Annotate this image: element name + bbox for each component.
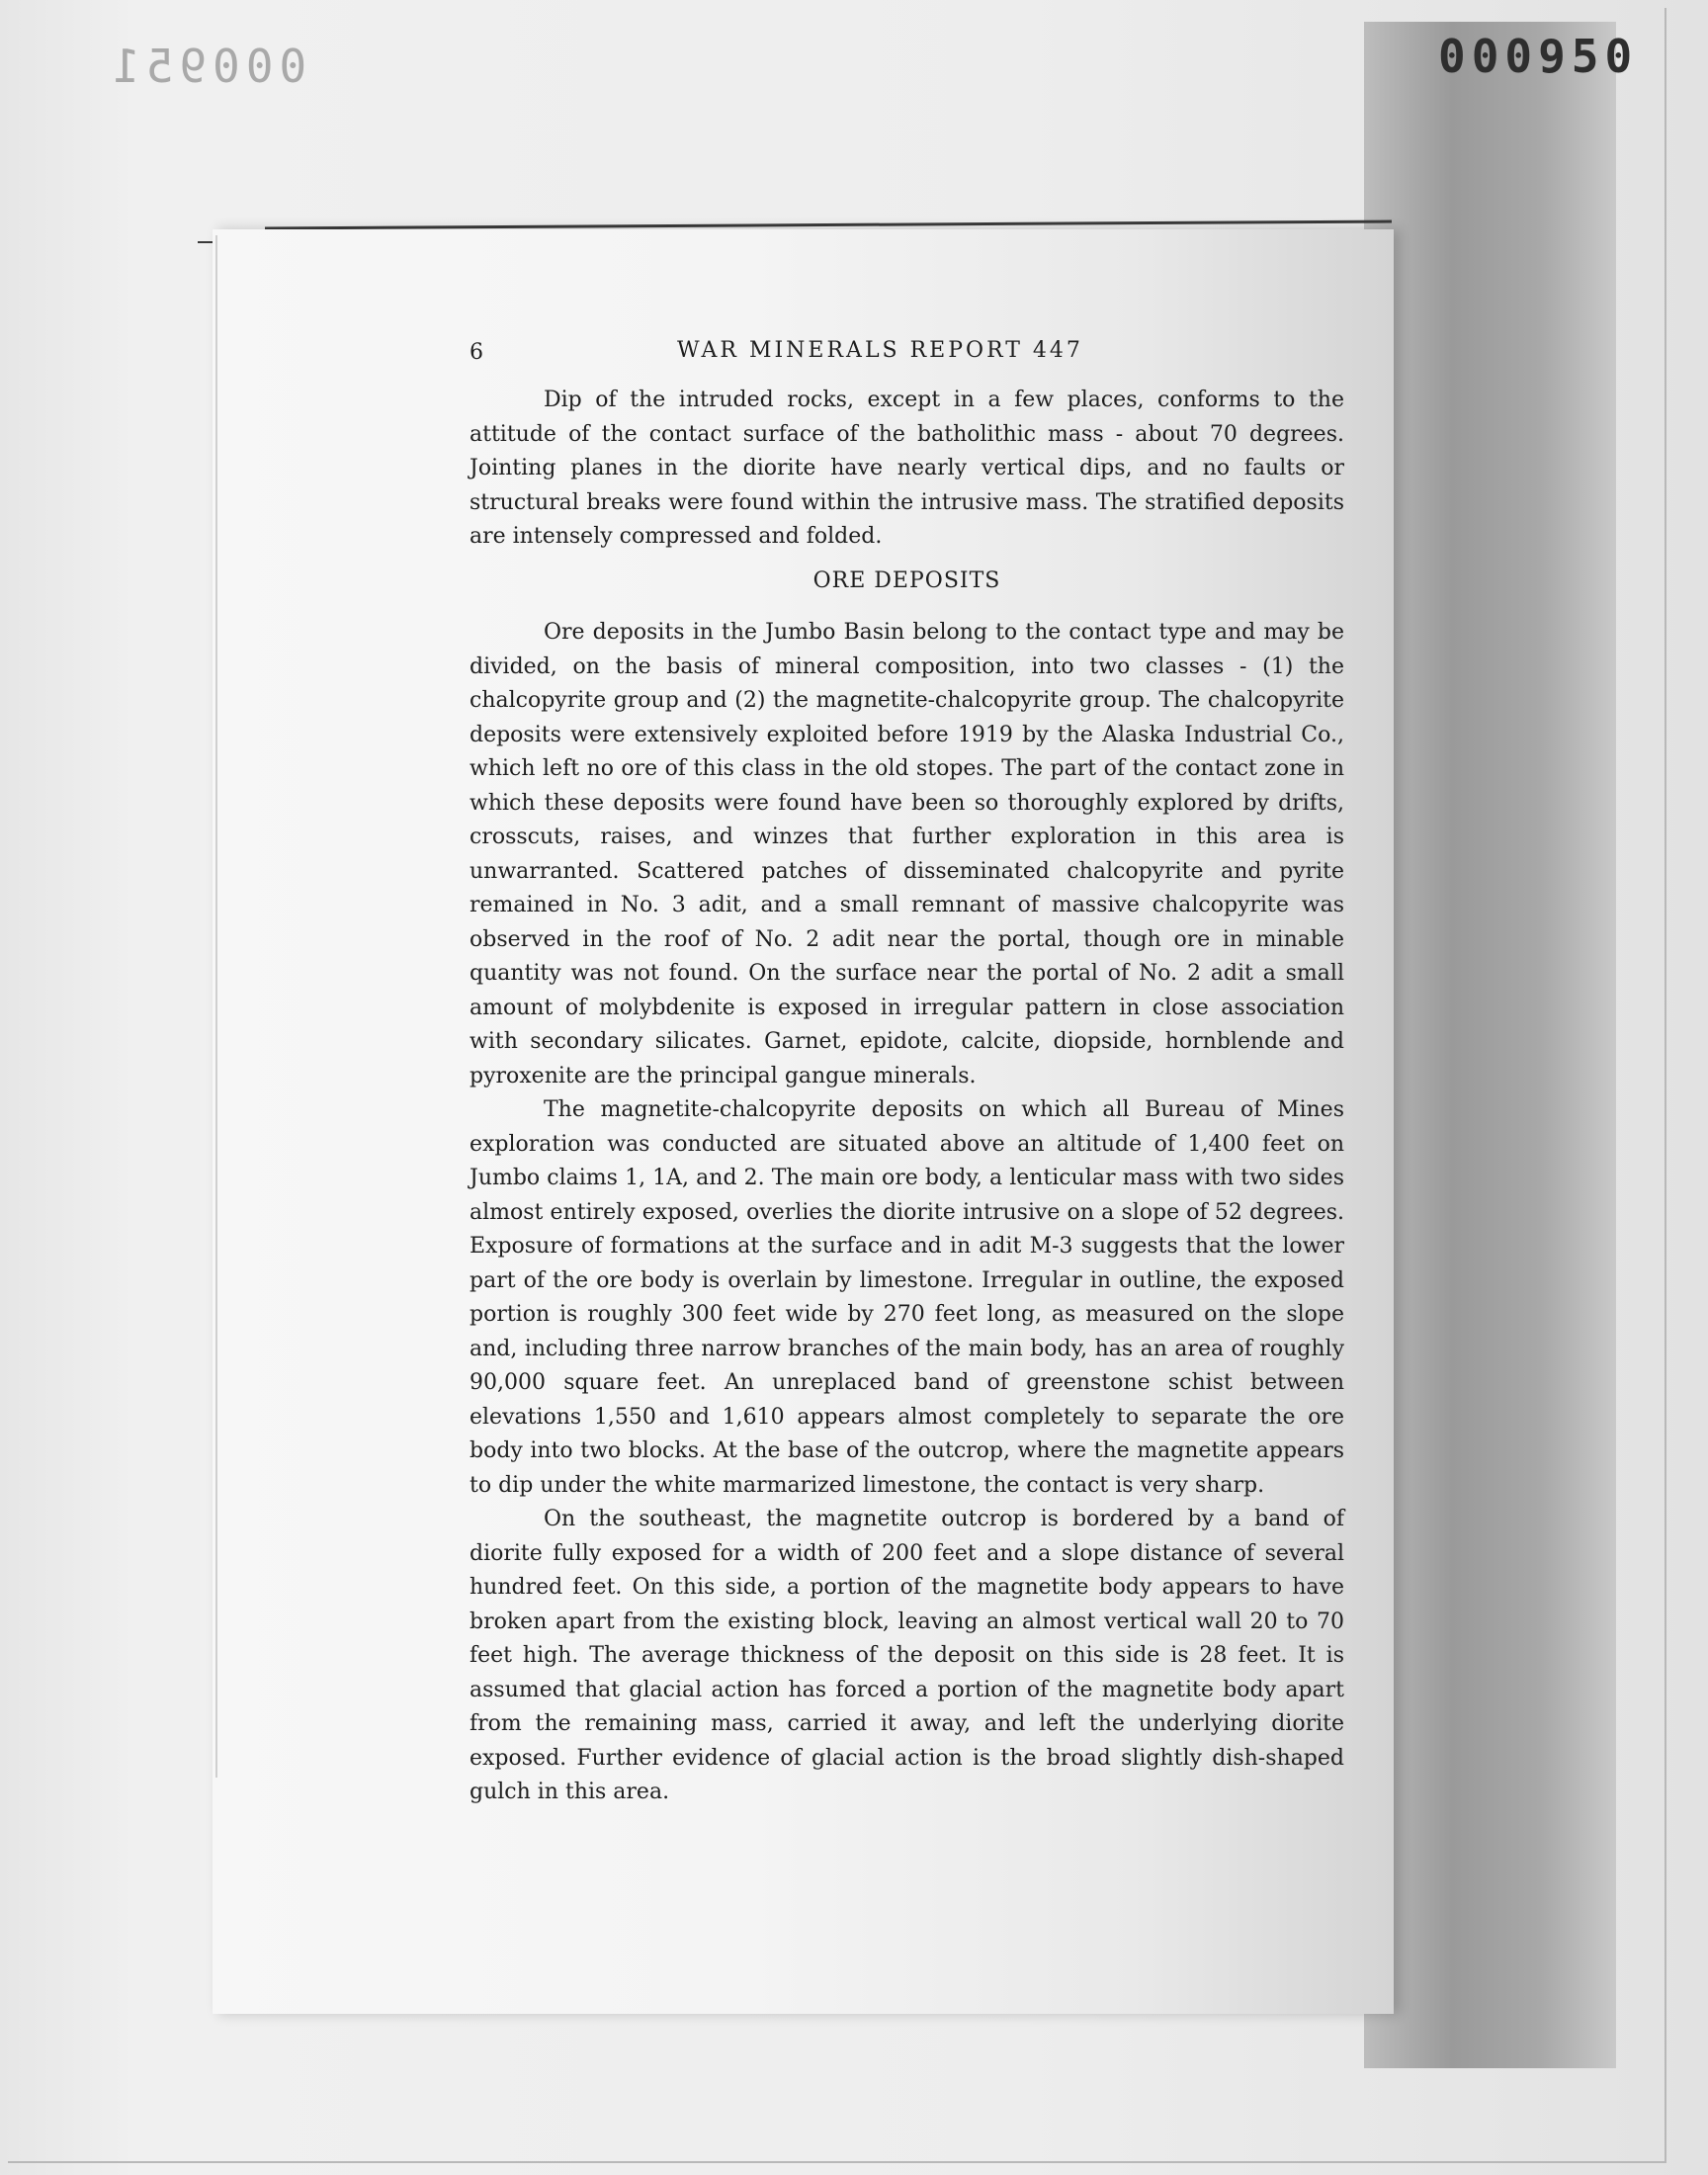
stamp-number: 000950 [1438, 30, 1639, 83]
section-heading: ORE DEPOSITS [812, 567, 1001, 593]
stamp-bleed-number: 000951 [107, 40, 307, 93]
page-content [470, 336, 1344, 1810]
paragraph-intro: Dip of the intruded rocks, except in a few places, conforms to the attitude of the contact surface of the batholithic mass - about 70 degrees. Jointing planes in the diorite have nearly vertical dips, and no faults or structural breaks were found within the intrusive mass. The stratified deposits are intensely compressed and folded. [470, 388, 1344, 549]
page-number: 6 [470, 340, 483, 365]
binding-shadow [1364, 22, 1616, 2068]
paragraph: The magnetite-chalcopyrite deposits on which all Bureau of Mines exploration was conducted are situated above an altitude of 1,400 feet on Jumbo claims 1, 1A, and 2. The main ore body, a lenticular mass with two sides almost entirely exposed, overlies the diorite intrusive on a slope of 52 degrees. Exposure of formations at the surface and in adit M-3 suggests that the lower part of the ore body is overlain by limestone. Irregular in outline, the exposed portion is roughly 300 feet wide by 270 feet long, as measured on the slope and, including three narrow branches of the main body, has an area of roughly 90,000 square feet. An unreplaced band of greenstone schist between elevations 1,550 and 1,610 appears almost completely to separate the ore body into two blocks. At the base of the outcrop, where the magnetite appears to dip under the white marmarized limestone, the contact is very sharp. [470, 1097, 1344, 1498]
page-header [470, 336, 1344, 384]
paragraph: Ore deposits in the Jumbo Basin belong to the contact type and may be divided, on the basis of mineral composition, into two classes - (1) the chalcopyrite group and (2) the magnetite-chalcopyrite group. The chalcopyrite deposits were extensively exploited before 1919 by the Alaska Industrial Co., which left no ore of this class in the old stopes. The part of the contact zone in which these deposits were found have been so thoroughly explored by drifts, crosscuts, raises, and winzes that further exploration in this area is unwarranted. Scattered patches of disseminated chalcopyrite and pyrite remained in No. 3 adit, and a small remnant of massive chalcopyrite was observed in the roof of No. 2 adit near the portal, though ore in minable quantity was not found. On the surface near the portal of No. 2 adit a small amount of molybdenite is exposed in irregular pattern in close association with secondary silicates. Garnet, epidote, calcite, diopside, hornblende and pyroxenite are the principal gangue minerals. [470, 620, 1344, 1088]
running-head: WAR MINERALS REPORT 447 [677, 338, 1083, 363]
page-left-edge [215, 235, 217, 1778]
paragraph: On the southeast, the magnetite outcrop is bordered by a band of diorite fully exposed for a width of 200 feet and a slope distance of several hundred feet. On this side, a portion of the magnetite body appears to have broken apart from the existing block, leaving an almost vertical wall 20 to 70 feet high. The average thickness of the deposit on this side is 28 feet. It is assumed that glacial action has forced a portion of the magnetite body apart from the remaining mass, carried it away, and left the underlying diorite exposed. Further evidence of glacial action is the broad slightly dish-shaped gulch in this area. [470, 1507, 1344, 1804]
